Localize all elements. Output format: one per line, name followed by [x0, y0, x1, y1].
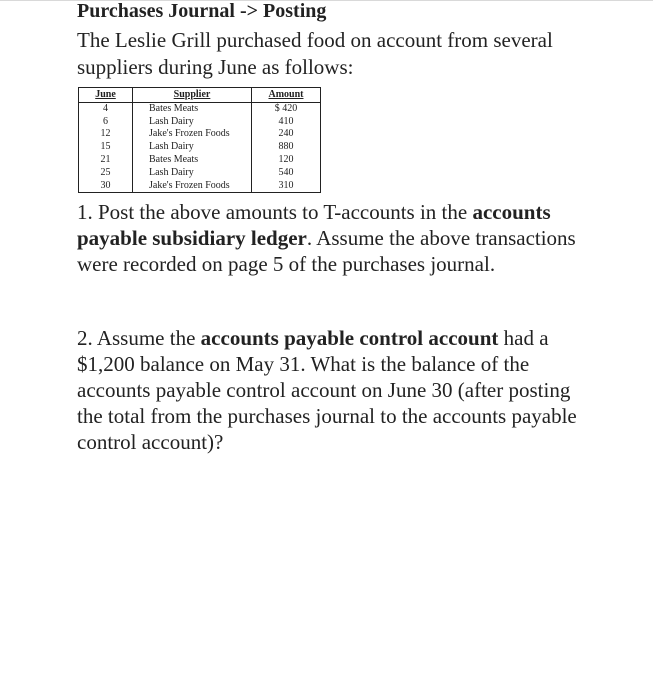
- row-date: 6: [79, 116, 133, 129]
- row-amount: 540: [252, 167, 321, 180]
- header-amount: Amount: [252, 88, 321, 103]
- question-2: [77, 325, 577, 455]
- table-row: [79, 128, 321, 141]
- row-supplier: Bates Meats: [133, 154, 252, 167]
- table-row: [79, 102, 321, 115]
- page-title: Purchases Journal -> Posting: [77, 0, 327, 22]
- row-supplier: Lash Dairy: [133, 167, 252, 180]
- question-2-text: 2. Assume the: [77, 326, 201, 351]
- question-1-emphasis: accounts payable subsidiary ledger: [77, 200, 551, 251]
- intro-paragraph: The Leslie Grill purchased food on account from several suppliers during June as follows:: [77, 28, 553, 79]
- purchases-table: [78, 87, 321, 193]
- table-row: [79, 167, 321, 180]
- row-supplier: Lash Dairy: [133, 141, 252, 154]
- table-header-row: [79, 88, 321, 103]
- row-date: 25: [79, 167, 133, 180]
- question-2-emphasis: accounts payable control account: [200, 326, 499, 351]
- table-row: [79, 180, 321, 193]
- row-amount: 880: [252, 141, 321, 154]
- header-supplier: Supplier: [133, 88, 252, 103]
- row-date: 15: [79, 141, 133, 154]
- table-row: [79, 116, 321, 129]
- question-2-text-end: had a $1,200 balance on May 31. What is the balance of the accounts payable control account on June 30 (after posting the total from the purchases journal to the accounts payable control account)?: [77, 326, 577, 455]
- row-amount: 240: [252, 128, 321, 141]
- row-supplier: Lash Dairy: [133, 116, 252, 129]
- table-row: [79, 141, 321, 154]
- row-amount: 410: [252, 116, 321, 129]
- document-content: [77, 0, 637, 455]
- row-date: 21: [79, 154, 133, 167]
- row-date: 4: [79, 102, 133, 115]
- question-1-text: 1. Post the above amounts to T-accounts in the: [77, 200, 473, 225]
- row-amount: 310: [252, 180, 321, 193]
- row-date: 12: [79, 128, 133, 141]
- row-supplier: Jake's Frozen Foods: [133, 128, 252, 141]
- question-1: [77, 199, 577, 277]
- row-supplier: Jake's Frozen Foods: [133, 180, 252, 193]
- question-1-text-end: . Assume the above transactions were recorded on page 5 of the purchases journal.: [77, 226, 576, 277]
- row-amount: $ 420: [252, 102, 321, 115]
- table-row: [79, 154, 321, 167]
- purchases-table-wrapper: [78, 87, 637, 193]
- row-supplier: Bates Meats: [133, 102, 252, 115]
- row-date: 30: [79, 180, 133, 193]
- row-amount: 120: [252, 154, 321, 167]
- header-june: June: [79, 88, 133, 103]
